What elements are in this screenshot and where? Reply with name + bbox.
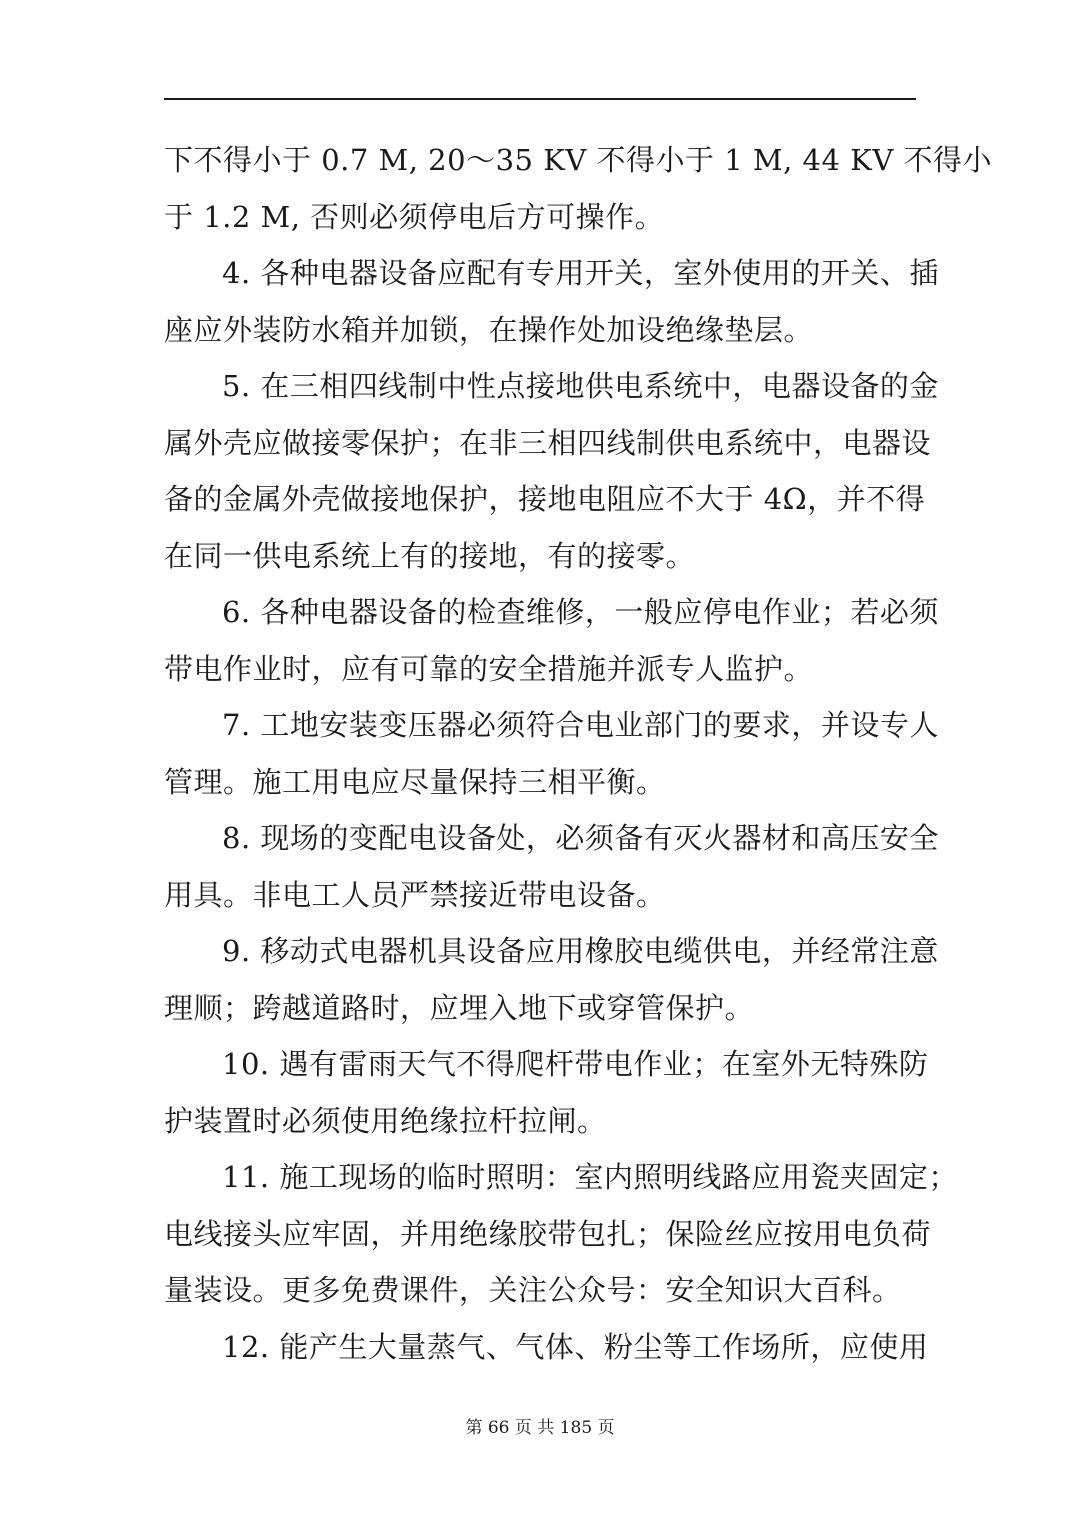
text-line: 11. 施工现场的临时照明：室内照明线路应用瓷夹固定； — [222, 1160, 958, 1194]
text-line: 理顺；跨越道路时，应埋入地下或穿管保护。 — [164, 990, 755, 1025]
text-line: 12. 能产生大量蒸气、气体、粉尘等工作场所，应使用 — [222, 1329, 929, 1364]
text-line: 8. 现场的变配电设备处，必须备有灭火器材和高压安全 — [222, 821, 939, 855]
text-line: 座应外装防水箱并加锁，在操作处加设绝缘垫层。 — [164, 312, 814, 347]
text-line: 备的金属外壳做接地保护，接地电阻应不大于 4Ω，并不得 — [164, 482, 926, 516]
page-number-footer: 第 66 页 共 185 页 — [465, 1418, 615, 1438]
text-line: 电线接头应牢固，并用绝缘胶带包扎；保险丝应按用电负荷 — [164, 1216, 932, 1251]
text-line: 4. 各种电器设备应配有专用开关，室外使用的开关、插 — [222, 256, 939, 290]
text-line: 5. 在三相四线制中性点接地供电系统中，电器设备的金 — [222, 369, 939, 403]
text-line: 于 1.2 M, 否则必须停电后方可操作。 — [164, 199, 665, 234]
document-body — [164, 136, 992, 1379]
text-line: 10. 遇有雷雨天气不得爬杆带电作业；在室外无特殊防 — [222, 1047, 929, 1081]
text-line: 7. 工地安装变压器必须符合电业部门的要求，并设专人 — [222, 708, 939, 742]
text-line: 9. 移动式电器机具设备应用橡胶电缆供电，并经常注意 — [222, 934, 939, 968]
text-line: 护装置时必须使用绝缘拉杆拉闸。 — [164, 1103, 607, 1138]
text-line: 6. 各种电器设备的检查维修，一般应停电作业；若必须 — [222, 595, 939, 629]
text-line: 在同一供电系统上有的接地，有的接零。 — [164, 538, 696, 573]
text-line: 管理。施工用电应尽量保持三相平衡。 — [164, 764, 666, 799]
text-line: 用具。非电工人员严禁接近带电设备。 — [164, 877, 666, 912]
text-line: 下不得小于 0.7 M, 20～35 KV 不得小于 1 M, 44 KV 不得小 — [164, 143, 992, 177]
text-line: 量装设。更多免费课件，关注公众号：安全知识大百科。 — [164, 1273, 902, 1307]
text-line: 带电作业时，应有可靠的安全措施并派专人监护。 — [164, 651, 814, 686]
header-rule — [164, 98, 916, 100]
text-line: 属外壳应做接零保护；在非三相四线制供电系统中，电器设 — [164, 425, 932, 460]
